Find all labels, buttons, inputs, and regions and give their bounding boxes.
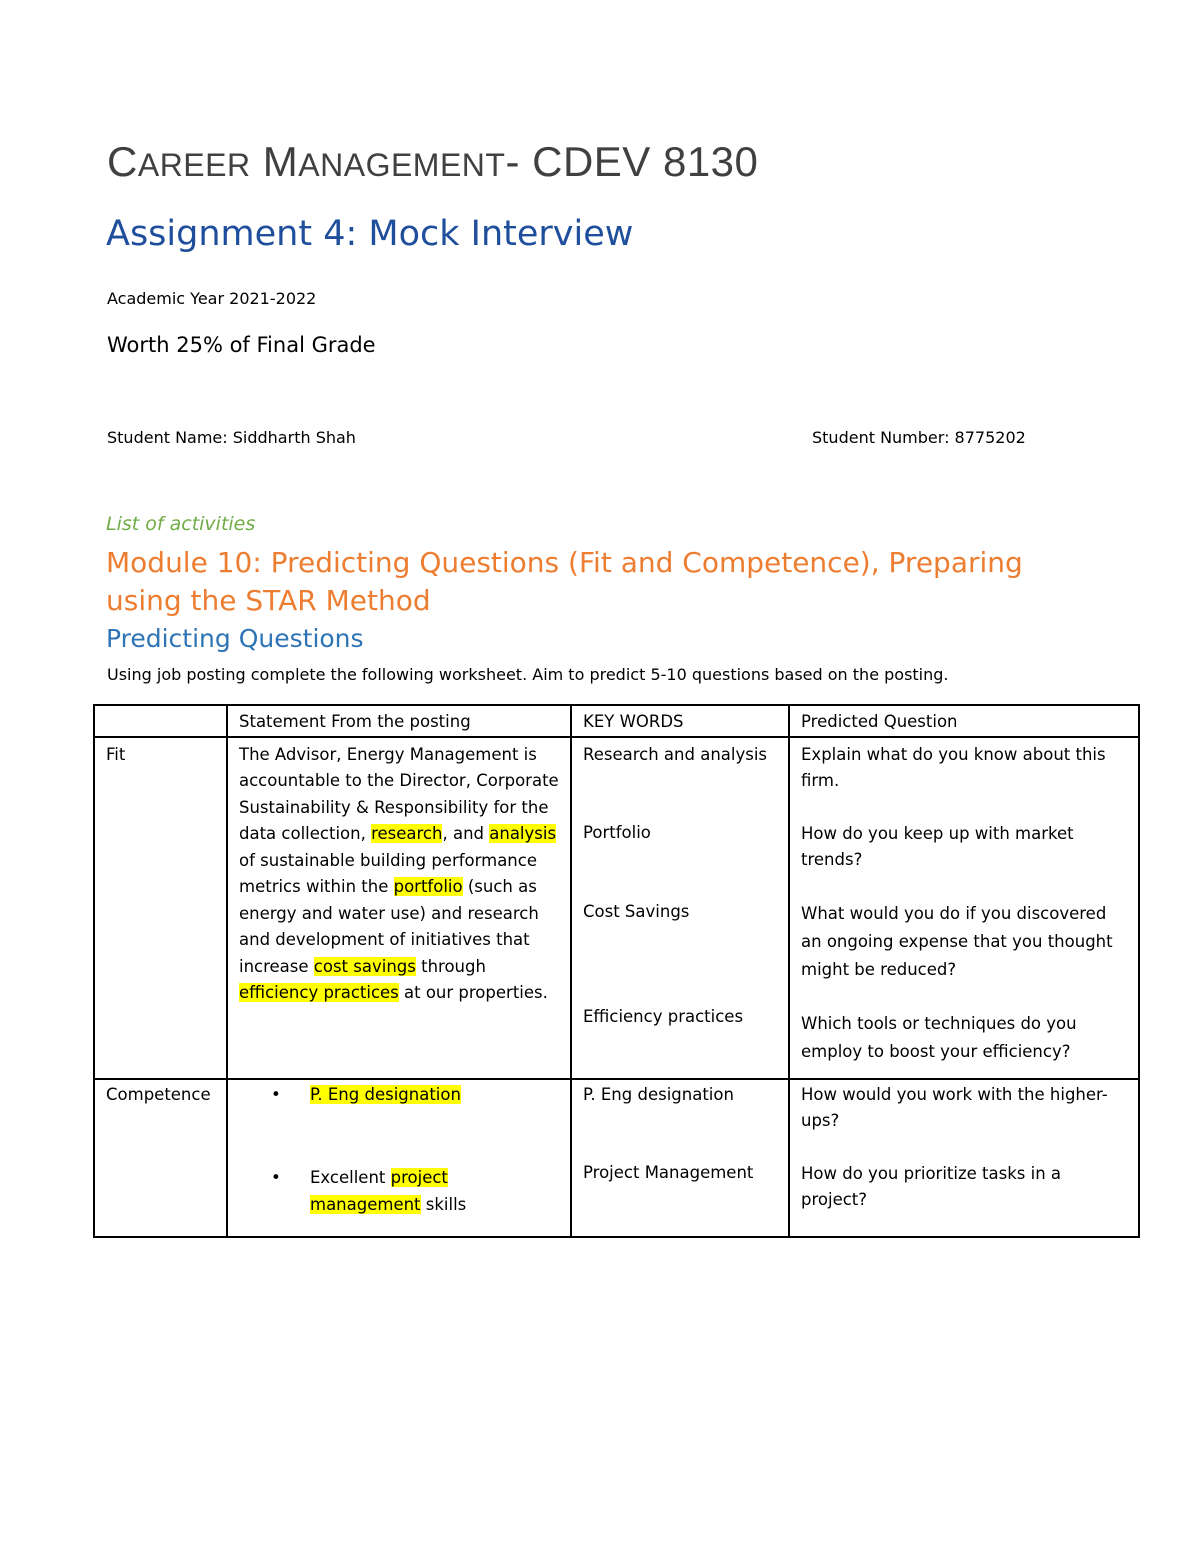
keyword-item: Cost Savings: [583, 901, 690, 921]
table-row-fit: [94, 737, 1139, 1079]
question-item: Explain what do you know about this firm.: [801, 744, 1106, 790]
academic-year: Academic Year 2021-2022: [107, 289, 317, 308]
bullet-text: Excellent: [310, 1168, 391, 1187]
keyword-item: Project Management: [583, 1163, 754, 1182]
list-of-activities-label: List of activities: [106, 513, 256, 535]
competence-bullets: [239, 1082, 560, 1219]
fit-keywords: [571, 737, 789, 1079]
statement-text: through: [415, 956, 486, 976]
statement-text: The Advisor, Energy Management is accountable to the Director, Corporate Sustainability & Responsibility for the data collection,: [239, 744, 559, 843]
statement-text: (such as energy and water use) and research and development of initiatives that increase: [239, 877, 539, 976]
highlight-research: research: [371, 824, 443, 843]
grade-weight: Worth 25% of Final Grade: [107, 333, 376, 357]
student-name: Student Name: Siddharth Shah: [107, 428, 356, 447]
question-item: How would you work with the higher-ups?: [801, 1084, 1108, 1130]
header-statement: Statement From the posting: [227, 705, 571, 737]
header-keywords: KEY WORDS: [571, 705, 789, 737]
course-title: [107, 138, 758, 186]
highlight-analysis: analysis: [489, 824, 557, 843]
course-title-anagement: ANAGEMENT: [298, 147, 506, 183]
course-title-m: M: [262, 138, 299, 185]
section-heading: Predicting Questions: [106, 624, 364, 653]
question-item: How do you prioritize tasks in a project?: [801, 1163, 1062, 1209]
competence-keywords: [571, 1079, 789, 1237]
student-number: Student Number: 8775202: [812, 428, 1026, 447]
highlight-portfolio: portfolio: [393, 877, 463, 896]
keyword-item: Research and analysis: [583, 744, 768, 764]
keyword-item: Portfolio: [583, 823, 651, 842]
statement-text: of sustainable building performance metrics within the: [239, 850, 537, 896]
header-predicted-question: Predicted Question: [789, 705, 1139, 737]
table-header-row: [94, 705, 1139, 737]
module-title: Module 10: Predicting Questions (Fit and Competence), Preparing using the STAR Method: [106, 546, 1023, 617]
keyword-item: P. Eng designation: [583, 1084, 734, 1104]
highlight-p-eng: P. Eng designation: [310, 1084, 461, 1104]
highlight-cost-savings: cost savings: [313, 956, 416, 976]
table-row-competence: [94, 1079, 1139, 1237]
bullet-text: skills: [420, 1194, 467, 1214]
fit-statement: [227, 737, 571, 1079]
competence-statement: [227, 1079, 571, 1237]
bullet-icon: •: [271, 1084, 281, 1104]
course-title-areer: AREER: [137, 147, 251, 183]
competence-questions: [789, 1079, 1139, 1237]
assignment-title: Assignment 4: Mock Interview: [106, 214, 634, 254]
header-cell-empty: [94, 705, 227, 737]
worksheet-instructions: Using job posting complete the following worksheet. Aim to predict 5-10 questions based on the posting.: [107, 665, 949, 684]
question-item: How do you keep up with market trends?: [801, 823, 1074, 869]
list-item: [239, 1165, 560, 1218]
keyword-item: Efficiency practices: [583, 1007, 744, 1026]
row-label-competence: Competence: [94, 1079, 227, 1237]
question-item: Which tools or techniques do you employ to boost your efficiency?: [801, 1013, 1077, 1061]
list-item: [239, 1082, 560, 1109]
statement-text: , and: [442, 824, 490, 843]
fit-questions: [789, 737, 1139, 1079]
bullet-icon: •: [271, 1168, 281, 1187]
worksheet-table: [93, 704, 1140, 1238]
highlight-project-management: project management: [310, 1168, 448, 1214]
row-label-fit: Fit: [94, 737, 227, 1079]
highlight-efficiency-practices: efficiency practices: [239, 983, 399, 1002]
course-title-c: C: [107, 138, 138, 185]
question-item: What would you do if you discovered an ongoing expense that you thought might be reduced?: [801, 903, 1113, 979]
statement-text: at our properties.: [398, 983, 548, 1002]
course-code: - CDEV 8130: [505, 138, 759, 185]
